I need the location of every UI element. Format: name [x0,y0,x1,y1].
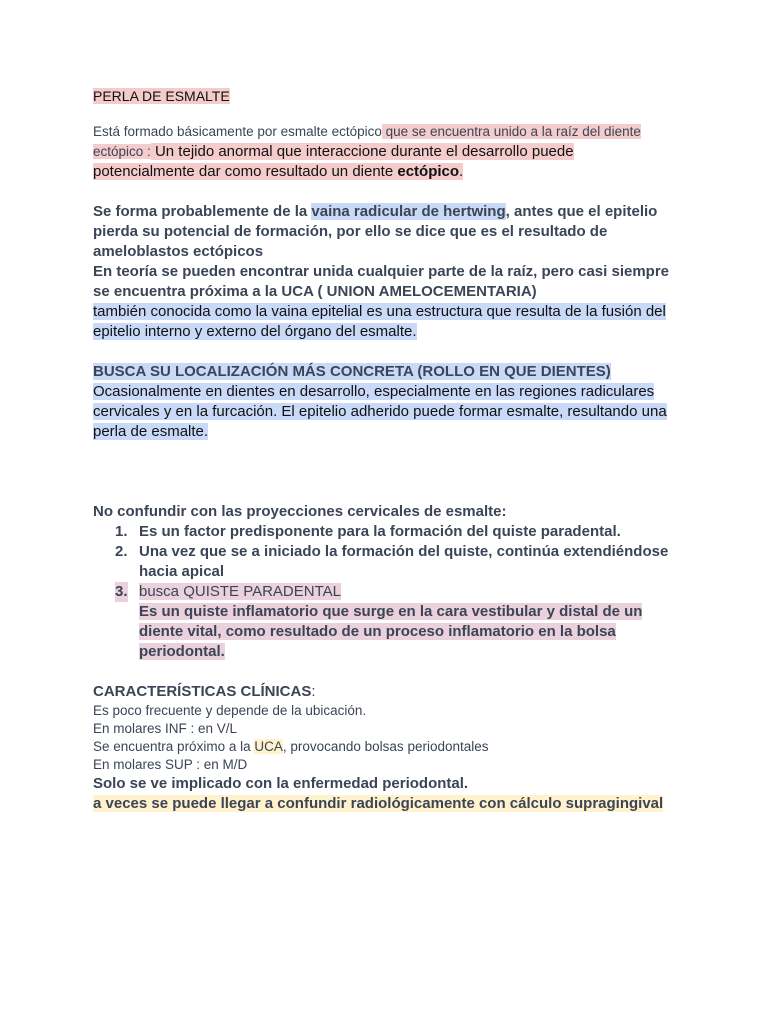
formation-sheath-paragraph: también conocida como la vaina epitelial es una estructura que resulta de la fusión del epitelio interno y externo del órgano del esmalte. [93,303,666,340]
clinical-line: En molares INF : en V/L [93,721,238,736]
confusion-list [93,522,673,662]
formation-root-paragraph: En teoría se pueden encontrar unida cualquier parte de la raíz, pero casi siempre se encuentra próxima a la UCA ( UNION AMELOCEMENTARIA) [93,263,670,300]
list-item: 1. Es un factor predisponente para la formación del quiste paradental. [115,523,621,540]
location-heading: BUSCA SU LOCALIZACIÓN MÁS CONCRETA (ROLLO EN QUE DIENTES) [93,363,611,380]
clinical-line: Se encuentra próximo a la UCA, provocando bolsas periodontales [93,739,489,754]
confusion-heading: No confundir con las proyecciones cervicales de esmalte: [93,503,507,520]
clinical-line: En molares SUP : en M/D [93,757,248,772]
document-title: PERLA DE ESMALTE [93,88,230,104]
list-item: 2. Una vez que se a iniciado la formación del quiste, continúa extendiéndose hacia apical [115,543,669,580]
clinical-line: Es poco frecuente y depende de la ubicación. [93,703,367,718]
intro-paragraph: Está formado básicamente por esmalte ectópico que se encuentra unido a la raíz del diente ectópico : Un tejido anormal que interaccione durante el desarrollo puede potencialmente dar como resultado un diente ectópico. [93,124,641,180]
document-content [93,86,673,814]
clinical-radiology-line: a veces se puede llegar a confundir radiológicamente con cálculo supragingival [93,795,664,812]
quiste-heading: busca QUISTE PARADENTAL [139,583,342,600]
clinical-heading: CARACTERÍSTICAS CLÍNICAS: [93,683,316,700]
list-item: 3. busca QUISTE PARADENTAL Es un quiste inflamatorio que surge en la cara vestibular y distal de un diente vital, como resultado de un proceso inflamatorio en la bolsa periodontal. [115,583,643,660]
clinical-periodontal-line: Solo se ve implicado con la enfermedad periodontal. [93,775,469,792]
formation-paragraph: Se forma probablemente de la vaina radicular de hertwing, antes que el epitelio pierda su potencial de formación, por ello se dice que es el resultado de ameloblastos ectópicos [93,203,658,260]
quiste-description: Es un quiste inflamatorio que surge en la cara vestibular y distal de un diente vital, como resultado de un proceso inflamatorio en la bolsa periodontal. [139,603,643,660]
location-paragraph: Ocasionalmente en dientes en desarrollo, especialmente en las regiones radiculares cervicales y en la furcación. El epitelio adherido puede formar esmalte, resultando una perla de esmalte. [93,383,667,440]
